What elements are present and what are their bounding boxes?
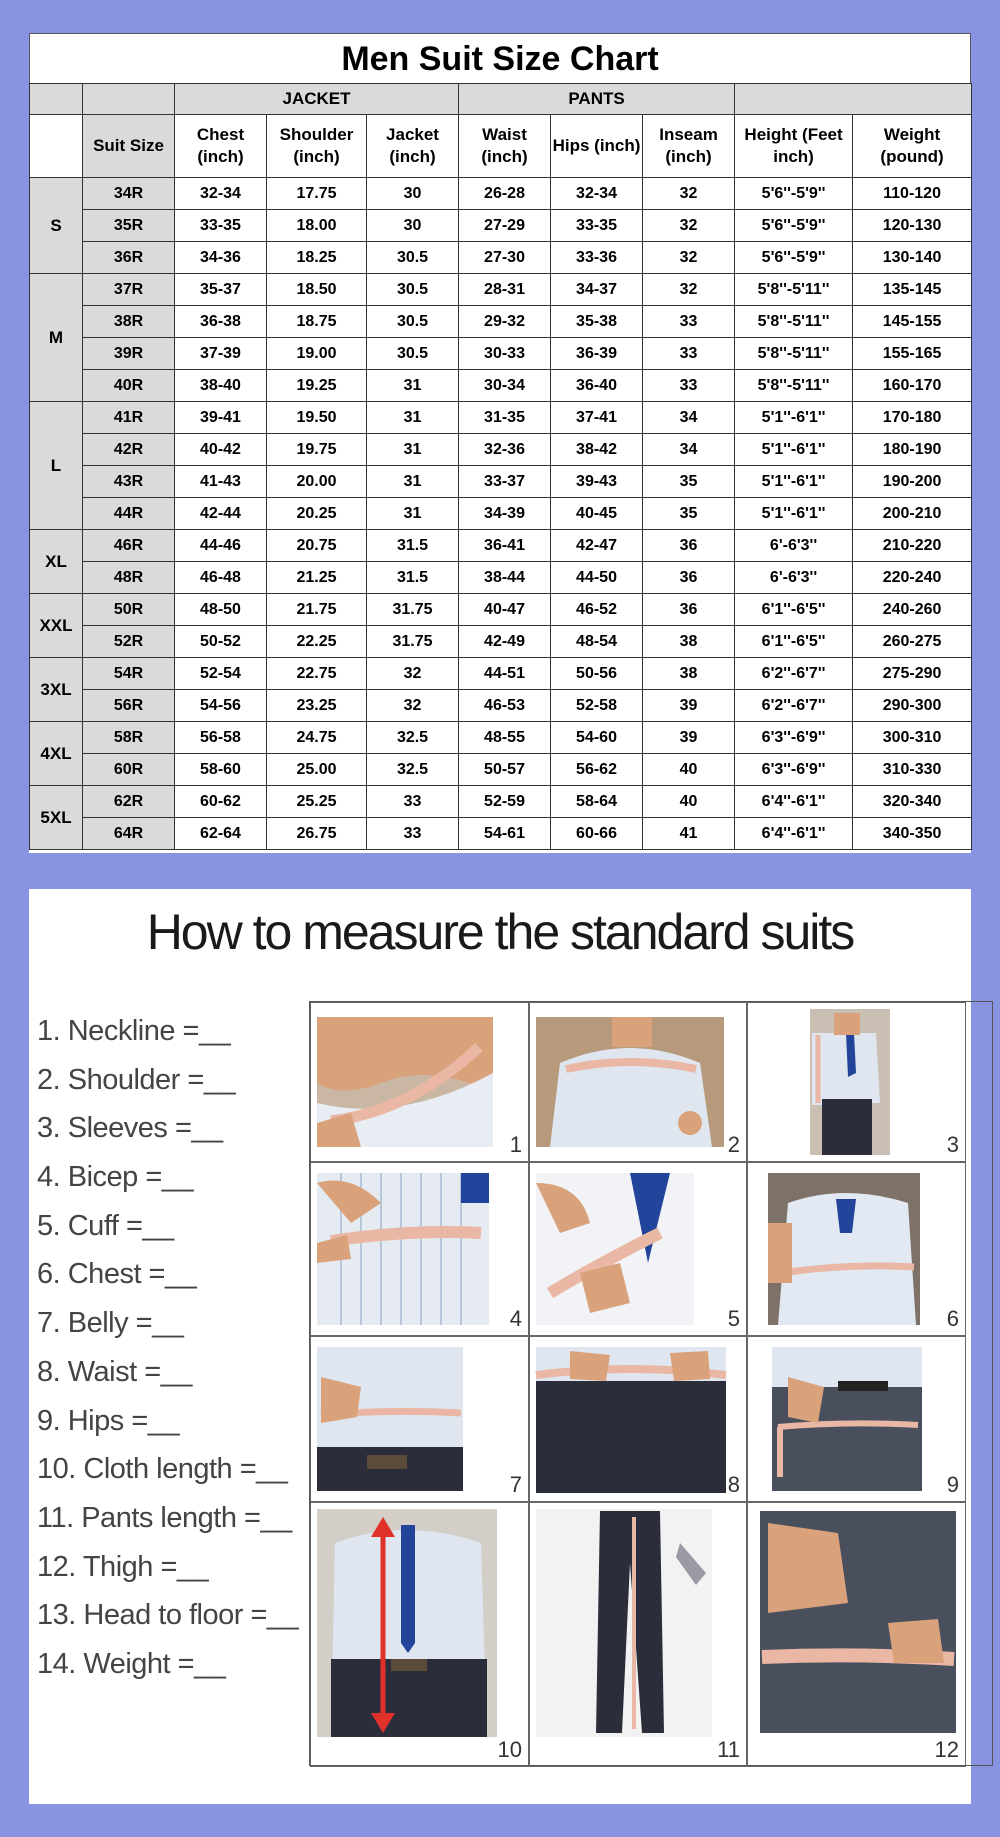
measure-guide-title: How to measure the standard suits (146, 904, 854, 960)
size-row (30, 306, 972, 338)
cell-chest: 42-44 (175, 498, 267, 530)
shoulder-illustration (530, 1003, 746, 1161)
cell-hips: 40-45 (551, 498, 643, 530)
size-row (30, 242, 972, 274)
cell-inseam: 40 (643, 754, 735, 786)
cell-suit-size: 46R (83, 530, 175, 562)
header-waist: Waist (inch) (459, 115, 551, 178)
cell-weight: 210-220 (853, 530, 972, 562)
cell-height: 6'4''-6'1'' (735, 786, 853, 818)
cell-suit-size: 41R (83, 402, 175, 434)
cell-suit-size: 58R (83, 722, 175, 754)
cell-inseam: 40 (643, 786, 735, 818)
cell-jacket: 32.5 (367, 754, 459, 786)
chest-illustration (748, 1163, 965, 1335)
measurement-item: 6. Chest =__ (37, 1258, 197, 1291)
cell-weight: 180-190 (853, 434, 972, 466)
photo-number: 10 (497, 1737, 522, 1762)
size-row (30, 498, 972, 530)
cell-waist: 38-44 (459, 562, 551, 594)
cell-height: 5'1''-6'1'' (735, 402, 853, 434)
cell-chest: 32-34 (175, 178, 267, 210)
measurement-item: 7. Belly =__ (37, 1307, 184, 1340)
size-category-label: L (30, 402, 83, 530)
cell-jacket: 32 (367, 658, 459, 690)
cell-waist: 28-31 (459, 274, 551, 306)
cell-hips: 46-52 (551, 594, 643, 626)
cell-suit-size: 50R (83, 594, 175, 626)
cell-suit-size: 38R (83, 306, 175, 338)
cell-shoulder: 21.25 (267, 562, 367, 594)
photo-number: 4 (509, 1306, 522, 1331)
size-row (30, 754, 972, 786)
thigh-illustration (748, 1503, 965, 1766)
cell-weight: 155-165 (853, 338, 972, 370)
cell-jacket: 33 (367, 786, 459, 818)
cell-suit-size: 43R (83, 466, 175, 498)
photo-number: 6 (946, 1306, 959, 1331)
pants-length-illustration (530, 1503, 746, 1766)
cell-height: 6'3''-6'9'' (735, 722, 853, 754)
photo-number: 3 (946, 1132, 959, 1157)
cell-waist: 31-35 (459, 402, 551, 434)
size-category-label: 5XL (30, 786, 83, 850)
cell-shoulder: 20.25 (267, 498, 367, 530)
cell-suit-size: 36R (83, 242, 175, 274)
cell-inseam: 33 (643, 370, 735, 402)
cell-hips: 50-56 (551, 658, 643, 690)
cloth-length-illustration (311, 1503, 528, 1766)
photo-cell-bicep (310, 1162, 529, 1336)
photo-cell-shoulder (529, 1002, 747, 1162)
size-row (30, 530, 972, 562)
cell-suit-size: 60R (83, 754, 175, 786)
size-row (30, 402, 972, 434)
photo-cell-cuff (529, 1162, 747, 1336)
cell-jacket: 30 (367, 178, 459, 210)
cell-suit-size: 37R (83, 274, 175, 306)
cell-hips: 56-62 (551, 754, 643, 786)
cell-jacket: 31.75 (367, 626, 459, 658)
cell-jacket: 31.75 (367, 594, 459, 626)
cell-weight: 320-340 (853, 786, 972, 818)
measurement-item: 9. Hips =__ (37, 1404, 180, 1437)
cell-shoulder: 18.75 (267, 306, 367, 338)
cell-shoulder: 19.50 (267, 402, 367, 434)
cell-inseam: 32 (643, 274, 735, 306)
cell-hips: 36-40 (551, 370, 643, 402)
size-category-label: 4XL (30, 722, 83, 786)
cell-height: 5'6''-5'9'' (735, 178, 853, 210)
cell-waist: 29-32 (459, 306, 551, 338)
cell-suit-size: 52R (83, 626, 175, 658)
cell-hips: 37-41 (551, 402, 643, 434)
cell-suit-size: 44R (83, 498, 175, 530)
cell-height: 5'1''-6'1'' (735, 466, 853, 498)
cell-shoulder: 24.75 (267, 722, 367, 754)
size-row (30, 370, 972, 402)
size-row (30, 626, 972, 658)
bicep-illustration (311, 1163, 528, 1335)
cell-inseam: 33 (643, 338, 735, 370)
cell-waist: 26-28 (459, 178, 551, 210)
cell-height: 6'4''-6'1'' (735, 818, 853, 850)
cell-jacket: 30.5 (367, 242, 459, 274)
cell-suit-size: 34R (83, 178, 175, 210)
size-row (30, 466, 972, 498)
cell-chest: 54-56 (175, 690, 267, 722)
size-chart-body (30, 178, 972, 850)
cell-weight: 120-130 (853, 210, 972, 242)
cell-inseam: 32 (643, 178, 735, 210)
photo-cell-sleeves (747, 1002, 966, 1162)
cell-waist: 42-49 (459, 626, 551, 658)
cell-inseam: 35 (643, 466, 735, 498)
cell-shoulder: 26.75 (267, 818, 367, 850)
cell-shoulder: 20.00 (267, 466, 367, 498)
cell-height: 5'8''-5'11'' (735, 274, 853, 306)
cell-height: 6'-6'3'' (735, 562, 853, 594)
cell-shoulder: 22.75 (267, 658, 367, 690)
size-row (30, 722, 972, 754)
cell-shoulder: 25.25 (267, 786, 367, 818)
cell-jacket: 31 (367, 370, 459, 402)
cell-waist: 46-53 (459, 690, 551, 722)
measurement-item: 4. Bicep =__ (37, 1161, 194, 1194)
blank-corner (30, 115, 83, 178)
header-chest: Chest (inch) (175, 115, 267, 178)
cell-hips: 58-64 (551, 786, 643, 818)
measurement-item: 2. Shoulder =__ (37, 1063, 236, 1096)
cell-hips: 44-50 (551, 562, 643, 594)
cell-inseam: 32 (643, 242, 735, 274)
measurement-item: 3. Sleeves =__ (37, 1112, 223, 1145)
cell-chest: 35-37 (175, 274, 267, 306)
cell-jacket: 30.5 (367, 306, 459, 338)
cell-suit-size: 64R (83, 818, 175, 850)
cell-inseam: 33 (643, 306, 735, 338)
cell-weight: 220-240 (853, 562, 972, 594)
cell-chest: 46-48 (175, 562, 267, 594)
cell-waist: 48-55 (459, 722, 551, 754)
blank-corner (83, 84, 175, 115)
cell-height: 6'2''-6'7'' (735, 658, 853, 690)
cell-weight: 310-330 (853, 754, 972, 786)
cell-inseam: 34 (643, 402, 735, 434)
cell-chest: 41-43 (175, 466, 267, 498)
group-header-pants: PANTS (459, 84, 735, 115)
cell-weight: 275-290 (853, 658, 972, 690)
cell-suit-size: 39R (83, 338, 175, 370)
size-category-label: XXL (30, 594, 83, 658)
size-row (30, 818, 972, 850)
size-row (30, 562, 972, 594)
cell-chest: 40-42 (175, 434, 267, 466)
cell-jacket: 31 (367, 498, 459, 530)
size-chart-panel (29, 33, 971, 853)
cell-waist: 30-34 (459, 370, 551, 402)
size-row (30, 658, 972, 690)
cell-waist: 40-47 (459, 594, 551, 626)
header-height: Height (Feet inch) (735, 115, 853, 178)
photo-number: 7 (509, 1472, 522, 1497)
hips-illustration (748, 1337, 965, 1501)
size-row (30, 434, 972, 466)
cell-height: 5'1''-6'1'' (735, 434, 853, 466)
cell-weight: 260-275 (853, 626, 972, 658)
measurement-item: 13. Head to floor =__ (37, 1599, 299, 1632)
measurement-item: 10. Cloth length =__ (37, 1453, 288, 1486)
cell-waist: 32-36 (459, 434, 551, 466)
cell-inseam: 39 (643, 690, 735, 722)
cell-jacket: 31 (367, 434, 459, 466)
cell-chest: 33-35 (175, 210, 267, 242)
cell-weight: 340-350 (853, 818, 972, 850)
size-row (30, 594, 972, 626)
cell-shoulder: 21.75 (267, 594, 367, 626)
photo-number: 12 (934, 1737, 959, 1762)
cell-waist: 52-59 (459, 786, 551, 818)
cell-inseam: 36 (643, 530, 735, 562)
photo-cell-neckline (310, 1002, 529, 1162)
cell-inseam: 38 (643, 658, 735, 690)
measurement-item: 11. Pants length =__ (37, 1501, 292, 1534)
measurement-item: 8. Waist =__ (37, 1355, 192, 1388)
cell-hips: 33-36 (551, 242, 643, 274)
cell-inseam: 39 (643, 722, 735, 754)
cell-weight: 135-145 (853, 274, 972, 306)
header-suit-size: Suit Size (83, 115, 175, 178)
measurement-item: 1. Neckline =__ (37, 1015, 231, 1047)
sleeves-illustration (748, 1003, 965, 1161)
cell-suit-size: 40R (83, 370, 175, 402)
photo-cell-cloth-length (310, 1502, 529, 1767)
cell-jacket: 32.5 (367, 722, 459, 754)
photo-cell-chest (747, 1162, 966, 1336)
cell-jacket: 32 (367, 690, 459, 722)
cell-chest: 52-54 (175, 658, 267, 690)
cell-inseam: 41 (643, 818, 735, 850)
size-category-label: 3XL (30, 658, 83, 722)
cell-suit-size: 42R (83, 434, 175, 466)
cell-weight: 200-210 (853, 498, 972, 530)
cell-chest: 62-64 (175, 818, 267, 850)
size-row (30, 210, 972, 242)
cell-height: 5'6''-5'9'' (735, 242, 853, 274)
cell-jacket: 30.5 (367, 338, 459, 370)
cell-chest: 58-60 (175, 754, 267, 786)
cell-suit-size: 54R (83, 658, 175, 690)
cell-shoulder: 19.75 (267, 434, 367, 466)
cell-shoulder: 18.00 (267, 210, 367, 242)
size-category-label: S (30, 178, 83, 274)
cell-suit-size: 48R (83, 562, 175, 594)
cell-weight: 240-260 (853, 594, 972, 626)
waist-illustration (530, 1337, 746, 1501)
header-hips: Hips (inch) (551, 115, 643, 178)
cell-shoulder: 18.50 (267, 274, 367, 306)
photo-number: 1 (509, 1132, 522, 1157)
cell-chest: 37-39 (175, 338, 267, 370)
cell-weight: 170-180 (853, 402, 972, 434)
size-row (30, 178, 972, 210)
blank-corner (30, 84, 83, 115)
cell-weight: 290-300 (853, 690, 972, 722)
neckline-illustration (311, 1003, 528, 1161)
cell-jacket: 31.5 (367, 562, 459, 594)
photo-cell-hips (747, 1336, 966, 1502)
photo-number: 2 (727, 1132, 740, 1157)
cell-inseam: 35 (643, 498, 735, 530)
cell-height: 6'2''-6'7'' (735, 690, 853, 722)
cell-jacket: 33 (367, 818, 459, 850)
cell-height: 5'6''-5'9'' (735, 210, 853, 242)
cell-suit-size: 62R (83, 786, 175, 818)
cell-shoulder: 20.75 (267, 530, 367, 562)
cell-chest: 34-36 (175, 242, 267, 274)
measurement-item: 12. Thigh =__ (37, 1550, 209, 1583)
photo-cell-belly (310, 1336, 529, 1502)
cell-height: 6'3''-6'9'' (735, 754, 853, 786)
blank-corner (735, 84, 972, 115)
cell-hips: 33-35 (551, 210, 643, 242)
size-row (30, 690, 972, 722)
cell-shoulder: 23.25 (267, 690, 367, 722)
cell-weight: 300-310 (853, 722, 972, 754)
size-row (30, 274, 972, 306)
cell-hips: 60-66 (551, 818, 643, 850)
cell-shoulder: 17.75 (267, 178, 367, 210)
cell-jacket: 31 (367, 466, 459, 498)
size-chart-title: Men Suit Size Chart (29, 33, 971, 83)
cell-hips: 48-54 (551, 626, 643, 658)
cell-waist: 44-51 (459, 658, 551, 690)
cell-height: 6'1''-6'5'' (735, 594, 853, 626)
cell-waist: 30-33 (459, 338, 551, 370)
cell-jacket: 30.5 (367, 274, 459, 306)
photo-cell-pants-length (529, 1502, 747, 1767)
photo-cell-waist (529, 1336, 747, 1502)
cell-height: 6'1''-6'5'' (735, 626, 853, 658)
cell-inseam: 32 (643, 210, 735, 242)
measurement-list (37, 1007, 298, 1689)
cell-inseam: 36 (643, 562, 735, 594)
cell-chest: 50-52 (175, 626, 267, 658)
cell-height: 5'1''-6'1'' (735, 498, 853, 530)
cell-shoulder: 25.00 (267, 754, 367, 786)
cell-hips: 34-37 (551, 274, 643, 306)
header-shoulder: Shoulder (inch) (267, 115, 367, 178)
cell-weight: 110-120 (853, 178, 972, 210)
header-weight: Weight (pound) (853, 115, 972, 178)
header-inseam: Inseam (inch) (643, 115, 735, 178)
cell-chest: 60-62 (175, 786, 267, 818)
measure-guide-panel (29, 889, 971, 1804)
cell-hips: 54-60 (551, 722, 643, 754)
cell-weight: 130-140 (853, 242, 972, 274)
size-category-label: XL (30, 530, 83, 594)
cell-chest: 38-40 (175, 370, 267, 402)
cell-height: 5'8''-5'11'' (735, 338, 853, 370)
cell-weight: 160-170 (853, 370, 972, 402)
cell-height: 6'-6'3'' (735, 530, 853, 562)
group-header-jacket: JACKET (175, 84, 459, 115)
cell-suit-size: 35R (83, 210, 175, 242)
cell-jacket: 31.5 (367, 530, 459, 562)
cell-inseam: 36 (643, 594, 735, 626)
photo-number: 8 (727, 1472, 740, 1497)
cell-height: 5'8''-5'11'' (735, 306, 853, 338)
cell-hips: 38-42 (551, 434, 643, 466)
photo-number: 9 (946, 1472, 959, 1497)
cell-waist: 34-39 (459, 498, 551, 530)
cell-weight: 190-200 (853, 466, 972, 498)
cell-chest: 36-38 (175, 306, 267, 338)
size-chart-table (29, 83, 972, 850)
cell-waist: 27-29 (459, 210, 551, 242)
cell-height: 5'8''-5'11'' (735, 370, 853, 402)
cell-inseam: 34 (643, 434, 735, 466)
cell-hips: 42-47 (551, 530, 643, 562)
cell-shoulder: 19.25 (267, 370, 367, 402)
cell-shoulder: 22.25 (267, 626, 367, 658)
photo-number: 11 (717, 1737, 740, 1762)
cell-waist: 27-30 (459, 242, 551, 274)
cell-chest: 48-50 (175, 594, 267, 626)
cell-jacket: 31 (367, 402, 459, 434)
size-category-label: M (30, 274, 83, 402)
photo-cell-thigh (747, 1502, 966, 1767)
measurement-item: 5. Cuff =__ (37, 1209, 174, 1242)
cell-waist: 36-41 (459, 530, 551, 562)
measurement-photo-grid (309, 1001, 993, 1766)
cell-jacket: 30 (367, 210, 459, 242)
cell-weight: 145-155 (853, 306, 972, 338)
cell-suit-size: 56R (83, 690, 175, 722)
cell-waist: 33-37 (459, 466, 551, 498)
cell-hips: 32-34 (551, 178, 643, 210)
cell-shoulder: 19.00 (267, 338, 367, 370)
cell-chest: 39-41 (175, 402, 267, 434)
cell-hips: 39-43 (551, 466, 643, 498)
cell-chest: 44-46 (175, 530, 267, 562)
cell-hips: 35-38 (551, 306, 643, 338)
belly-illustration (311, 1337, 528, 1501)
size-row (30, 338, 972, 370)
cell-hips: 36-39 (551, 338, 643, 370)
cell-waist: 54-61 (459, 818, 551, 850)
cuff-illustration (530, 1163, 746, 1335)
cell-shoulder: 18.25 (267, 242, 367, 274)
header-jacket: Jacket (inch) (367, 115, 459, 178)
cell-chest: 56-58 (175, 722, 267, 754)
cell-waist: 50-57 (459, 754, 551, 786)
cell-hips: 52-58 (551, 690, 643, 722)
photo-number: 5 (727, 1306, 740, 1331)
cell-inseam: 38 (643, 626, 735, 658)
size-row (30, 786, 972, 818)
measurement-item: 14. Weight =__ (37, 1647, 226, 1680)
